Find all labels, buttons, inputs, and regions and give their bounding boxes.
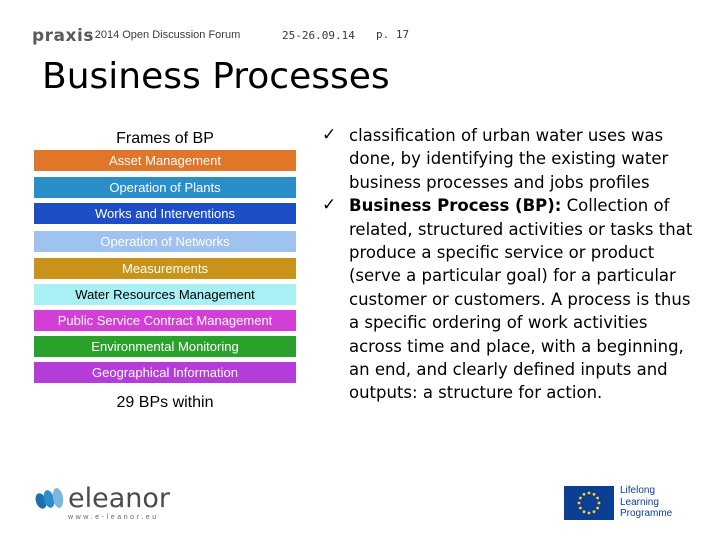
bullet-text: Collection of related, structured activities or tasks that produce a specific service or product (serve a particular goal) for a particular customer or customers. A process is thus a specific ordering of work activities across time and place, with a beginning, an end, and clearly defined inputs and outputs: a structure for action. bbox=[349, 196, 693, 403]
bp-frame-item: Works and Interventions bbox=[34, 203, 296, 224]
eu-flag-icon bbox=[564, 486, 614, 520]
slide-title: Business Processes bbox=[42, 56, 390, 97]
bp-frame-item: Asset Management bbox=[34, 150, 296, 171]
forum-dates: 25-26.09.14 bbox=[282, 29, 355, 42]
bullet-text: classification of urban water uses was done, by identifying the existing water business processes and jobs profiles bbox=[349, 126, 669, 192]
bullet-item bbox=[322, 124, 702, 194]
frames-title: Frames of BP bbox=[116, 130, 214, 147]
bp-frame-item: Water Resources Management bbox=[34, 284, 296, 305]
praxis-logo: praxis bbox=[32, 26, 94, 46]
bp-frame-item: Operation of Plants bbox=[34, 177, 296, 198]
checkmark-icon: ✓ bbox=[322, 125, 337, 145]
bp-frame-item: Measurements bbox=[34, 258, 296, 279]
llp-logo bbox=[560, 484, 700, 524]
eleanor-name: eleanor bbox=[68, 483, 171, 514]
llp-line: Programme bbox=[620, 508, 673, 519]
bullet-list bbox=[322, 124, 702, 405]
bp-frame-item: Geographical Information bbox=[34, 362, 296, 383]
llp-line: Lifelong bbox=[620, 485, 656, 496]
llp-line: Learning bbox=[620, 496, 659, 508]
forum-name: - 2014 Open Discussion Forum bbox=[88, 29, 241, 41]
bp-frame-item: Environmental Monitoring bbox=[34, 336, 296, 357]
bp-count-label: 29 BPs within bbox=[116, 394, 214, 411]
slide-header bbox=[32, 26, 432, 48]
bullet-term: Business Process (BP): bbox=[349, 196, 562, 216]
bp-frame-item: Public Service Contract Management bbox=[34, 310, 296, 331]
llp-label bbox=[620, 485, 672, 520]
drops-icon bbox=[34, 486, 66, 514]
bp-frame-item: Operation of Networks bbox=[34, 231, 296, 252]
eleanor-logo bbox=[34, 484, 174, 524]
eleanor-url: www.e-leanor.eu bbox=[68, 514, 159, 521]
page-number: p. 17 bbox=[376, 28, 410, 41]
bullet-item bbox=[322, 194, 702, 405]
checkmark-icon: ✓ bbox=[322, 195, 337, 216]
